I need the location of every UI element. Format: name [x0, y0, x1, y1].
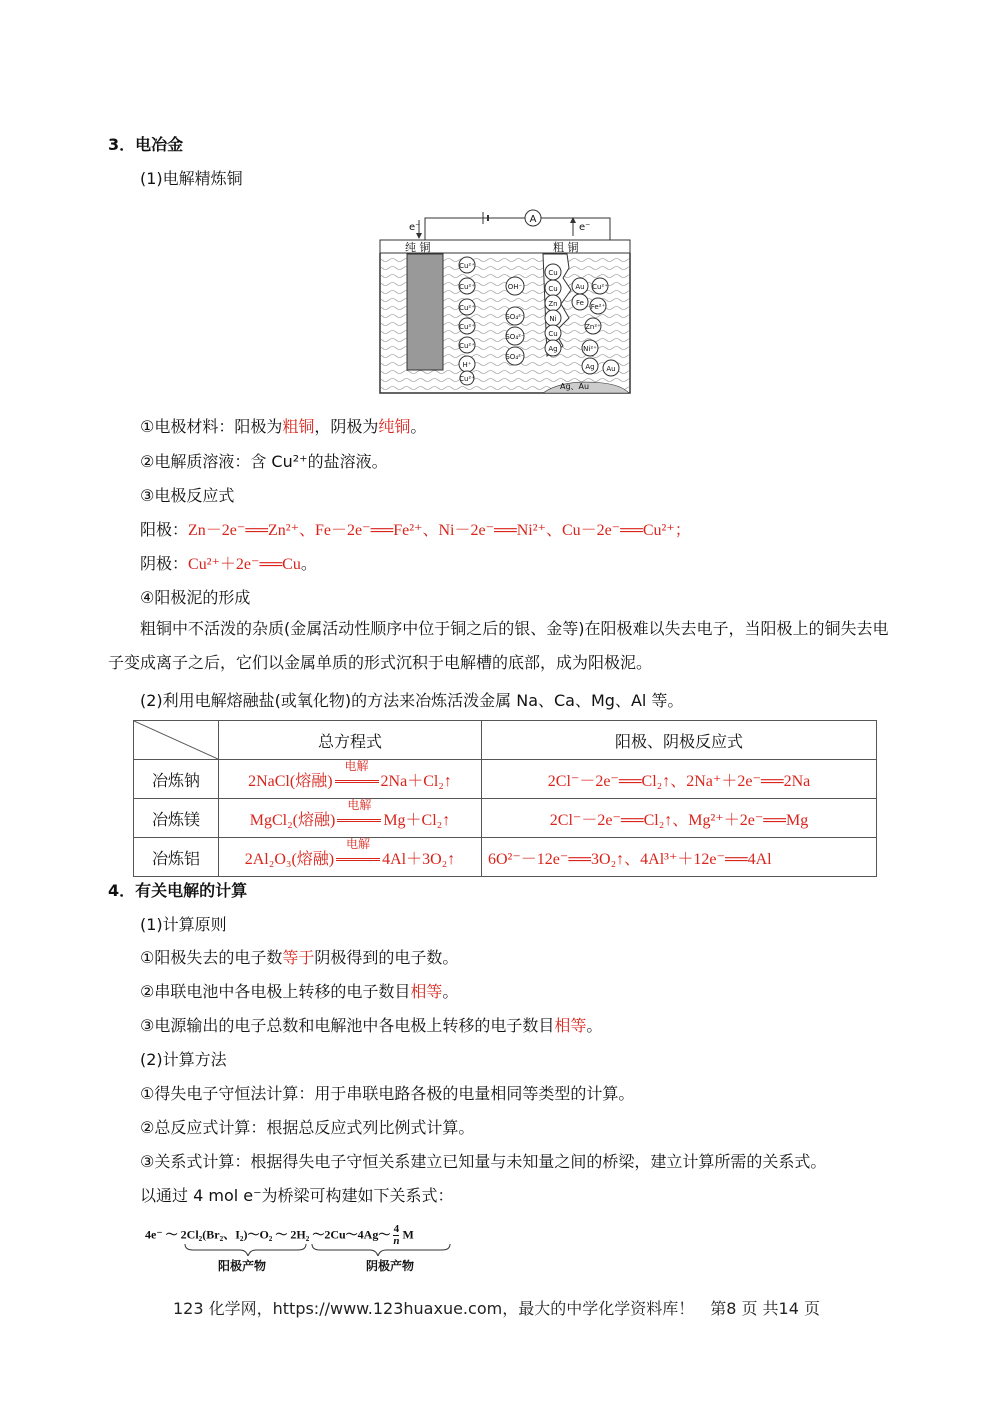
- ion-cu-2: Cu²⁺: [459, 283, 475, 291]
- anode-cu-2: Cu: [548, 285, 558, 293]
- principle-3: ③电源输出的电子总数和电解池中各电极上转移的电子数目相等。: [140, 1016, 603, 1035]
- section-3-title: 3．电冶金: [108, 135, 184, 154]
- table-header-row: [134, 721, 877, 760]
- ion-zn: Zn²⁺: [585, 323, 601, 331]
- table-row: [134, 838, 877, 877]
- subsection-refining-copper: (1)电解精炼铜: [140, 169, 243, 188]
- relation-expression: 4e⁻ ～ 2Cl₂(Br₂、I₂)～O₂ ～ 2H₂ ～2Cu～4Ag～ $\frac{4}{n}$ M: [145, 1223, 414, 1247]
- ion-cu-1: Cu²⁺: [459, 262, 475, 270]
- electrode-reaction-heading: ③电极反应式: [140, 486, 235, 505]
- ion-cu-right: Cu²⁺: [592, 283, 608, 291]
- ion-cu-5: Cu²⁺: [459, 342, 475, 350]
- ammeter-label: A: [529, 214, 537, 225]
- ion-au: Au: [606, 365, 616, 373]
- section-4-title: 4．有关电解的计算: [108, 881, 248, 900]
- overall-equation: 2NaCl(熔融) 电解 2Na＋Cl₂↑: [219, 760, 482, 799]
- anode-ag: Ag: [548, 345, 558, 353]
- overall-equation: 2Al₂O₃(熔融) 电解 4Al＋3O₂↑: [219, 838, 482, 877]
- ion-oh: OH⁻: [507, 283, 523, 291]
- header-half-reactions: 阳极、阴极反应式: [482, 721, 877, 760]
- half-reactions: 6O²⁻－12e⁻══3O₂↑、4Al³⁺＋12e⁻══4Al: [482, 838, 877, 877]
- principle-1: ①阳极失去的电子数等于阴极得到的电子数。: [140, 948, 459, 967]
- row-name: 冶炼镁: [134, 799, 219, 838]
- ion-so4-3: SO₄²⁻: [505, 353, 525, 361]
- calc-principle-heading: (1)计算原则: [140, 915, 227, 934]
- fraction: $\frac{4}{n}$: [393, 1223, 400, 1247]
- header-overall-equation: 总方程式: [219, 721, 482, 760]
- ion-cu-6: Cu²⁺: [459, 375, 475, 383]
- row-name: 冶炼钠: [134, 760, 219, 799]
- electron-left-label: e⁻: [409, 222, 421, 233]
- crude-copper-label: 粗 铜: [553, 241, 579, 254]
- cathode-equation-line: 阴极：Cu²⁺＋2e⁻══Cu。: [140, 554, 317, 573]
- ion-ni: Ni²⁺: [583, 345, 597, 353]
- calc-method-heading: (2)计算方法: [140, 1050, 227, 1069]
- copper-refining-diagram: [375, 208, 635, 398]
- anode-cu-1: Cu: [548, 269, 558, 277]
- pure-copper-label: 纯 铜: [405, 241, 431, 254]
- method-3: ③关系式计算：根据得失电子守恒关系建立已知量与未知量之间的桥梁，建立计算所需的关系式。: [140, 1152, 827, 1171]
- method-4-intro: 以通过 4 mol e⁻为桥梁可构建如下关系式：: [140, 1186, 454, 1205]
- principle-2: ②串联电池中各电极上转移的电子数目相等。: [140, 982, 459, 1001]
- overall-equation: MgCl₂(熔融) 电解 Mg＋Cl₂↑: [219, 799, 482, 838]
- ion-cu-4: Cu²⁺: [459, 323, 475, 331]
- anode-sludge-paragraph: 粗铜中不活泼的杂质(金属活动性顺序中位于铜之后的银、金等)在阳极难以失去电子，当阳极上的铜失去电子变成离子之后，它们以金属单质的形式沉积于电解槽的底部，成为阳极泥。: [108, 619, 889, 672]
- anode-sludge-heading: ④阳极泥的形成: [140, 588, 251, 607]
- anode-cu-3: Cu: [548, 330, 558, 338]
- electrode-material-line: ①电极材料：阳极为粗铜，阴极为纯铜。: [140, 417, 427, 436]
- anode-zn: Zn: [548, 300, 558, 308]
- ion-cu-3: Cu²⁺: [459, 304, 475, 312]
- cathode-products-label: 阴极产物: [366, 1259, 415, 1273]
- table-row: [134, 760, 877, 799]
- method-2: ②总反应式计算：根据总反应式列比例式计算。: [140, 1118, 475, 1137]
- ion-so4-2: SO₄²⁻: [505, 333, 525, 341]
- method-1: ①得失电子守恒法计算：用于串联电路各极的电量相同等类型的计算。: [140, 1084, 635, 1103]
- diagonal-header-cell: [134, 721, 219, 760]
- electron-right-label: e⁻: [579, 222, 591, 233]
- ion-so4-1: SO₄²⁻: [505, 313, 525, 321]
- ion-fe: Fe²⁺: [590, 303, 606, 311]
- anode-au: Au: [575, 283, 585, 291]
- anode-products-label: 阳极产物: [218, 1259, 267, 1273]
- anode-ni: Ni: [549, 315, 557, 323]
- anode-equation-line: 阳极：Zn－2e⁻══Zn²⁺、Fe－2e⁻══Fe²⁺、Ni－2e⁻══Ni²⁺、Cu－2e⁻══Cu²⁺；: [140, 520, 691, 539]
- ion-ag: Ag: [585, 363, 595, 371]
- anode-fe: Fe: [576, 299, 584, 307]
- row-name: 冶炼铝: [134, 838, 219, 877]
- half-reactions: 2Cl⁻－2e⁻══Cl₂↑、2Na⁺＋2e⁻══2Na: [482, 760, 877, 799]
- table-row: [134, 799, 877, 838]
- smelting-table: [133, 720, 877, 877]
- page-footer: 123 化学网，https://www.123huaxue.com，最大的中学化学资料库！ 第8 页 共14 页: [173, 1299, 820, 1318]
- sludge-label: Ag、Au: [560, 382, 590, 391]
- ion-h: H⁺: [462, 361, 472, 369]
- relation-braces: [180, 1242, 460, 1256]
- half-reactions: 2Cl⁻－2e⁻══Cl₂↑、Mg²⁺＋2e⁻══Mg: [482, 799, 877, 838]
- electrolyte-line: ②电解质溶液：含 Cu²⁺的盐溶液。: [140, 452, 388, 471]
- subsection-molten-salt: (2)利用电解熔融盐(或氧化物)的方法来冶炼活泼金属 Na、Ca、Mg、Al 等。: [140, 691, 684, 710]
